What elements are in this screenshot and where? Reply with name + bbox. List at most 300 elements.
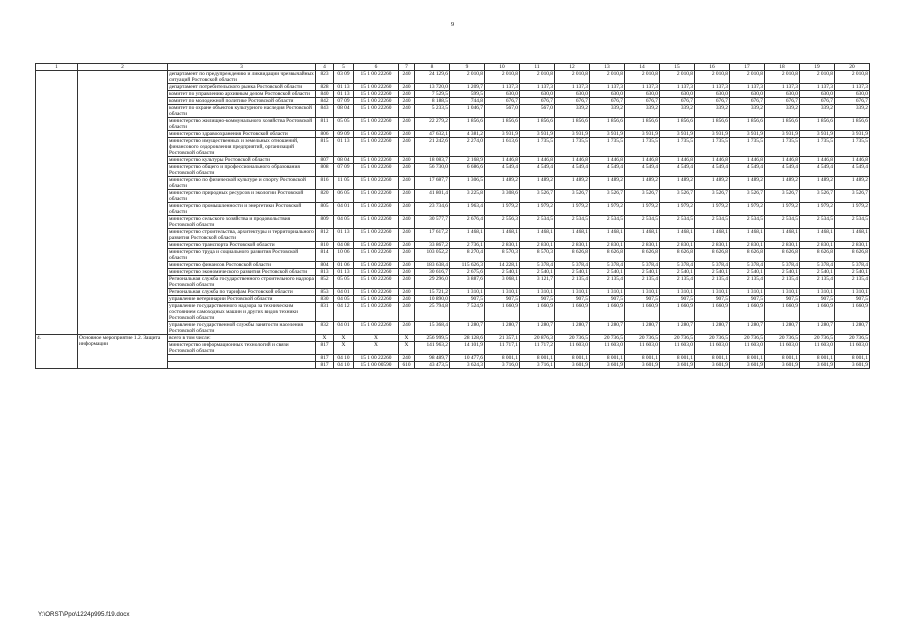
year-value: 1 446,8 xyxy=(695,157,730,164)
year-value: 5 378,4 xyxy=(835,262,870,269)
expense-type: 240 xyxy=(399,322,415,335)
year-value: 2 135,4 xyxy=(765,276,800,289)
year-value: 2 534,5 xyxy=(765,216,800,229)
section-code: 01 06 xyxy=(334,262,354,269)
year-value: 3 526,7 xyxy=(590,190,625,203)
year-value: 2 830,1 xyxy=(800,242,835,249)
year-value: 3 931,9 xyxy=(800,131,835,138)
year-value: 1 735,5 xyxy=(625,138,660,157)
gov-code: 810 xyxy=(316,242,334,249)
section-code: 04 10 xyxy=(334,362,354,369)
year-value: 2 534,5 xyxy=(520,216,555,229)
year-value: 1 280,7 xyxy=(485,322,520,335)
year-value: 1 468,1 xyxy=(800,229,835,242)
executor-name: управление государственного надзора за техническим состоянием самоходных машин и других видов техники Ростовской области xyxy=(168,303,316,322)
year-value: 2 010,8 xyxy=(625,71,660,84)
year-value: 11 603,0 xyxy=(765,342,800,355)
year-value: 3 716,1 xyxy=(520,362,555,369)
target-article: 15 1 00 22260 xyxy=(354,355,399,362)
year-value: 1 660,9 xyxy=(590,303,625,322)
executor-name: министерство труда и социального развития Ростовской области xyxy=(168,249,316,262)
year-value: 11 603,0 xyxy=(800,342,835,355)
year-value: 1 489,2 xyxy=(730,177,765,190)
executor-name: комитет по молодежной политике Ростовской области xyxy=(168,98,316,105)
year-value: 2 534,5 xyxy=(835,216,870,229)
gov-code: 828 xyxy=(316,84,334,91)
year-value: 1 489,2 xyxy=(625,177,660,190)
year-value: 20 736,5 xyxy=(730,335,765,342)
year-value: 1 137,3 xyxy=(555,84,590,91)
year-value: 630,0 xyxy=(555,91,590,98)
expense-type: 240 xyxy=(399,105,415,118)
year-value: 1 310,1 xyxy=(555,289,590,296)
year-value: 1 979,2 xyxy=(485,203,520,216)
measure-name: Основное мероприятие 1.2. Защита информации xyxy=(78,335,168,369)
year-value: 3 526,7 xyxy=(730,190,765,203)
year-value: 5 378,4 xyxy=(695,262,730,269)
executor-name: министерство сельского хозяйства и продовольствия Ростовской области xyxy=(168,216,316,229)
executor-name: министерство имущественных и земельных отношений, финансового оздоровления предприятий, организаций Ростовской области xyxy=(168,138,316,157)
year-value: 3 526,7 xyxy=(555,190,590,203)
executor-name: министерство экономического развития Ростовской области xyxy=(168,269,316,276)
year-value: 5 378,4 xyxy=(765,262,800,269)
column-number: 12 xyxy=(555,64,590,71)
gov-code: 814 xyxy=(316,249,334,262)
year-value: 2 010,8 xyxy=(800,71,835,84)
gov-code: 852 xyxy=(316,276,334,289)
section-code: 07 09 xyxy=(334,164,354,177)
year-value: 8 001,1 xyxy=(590,355,625,362)
year-value: 1 310,1 xyxy=(520,289,555,296)
section-code: 04 05 xyxy=(334,216,354,229)
year-value: 1 280,7 xyxy=(555,322,590,335)
year-value: 1 735,5 xyxy=(835,138,870,157)
gov-code: 815 xyxy=(316,138,334,157)
section-code: 05 05 xyxy=(334,276,354,289)
year-value: 1 856,6 xyxy=(520,118,555,131)
expense-type: 240 xyxy=(399,269,415,276)
year-value: 1 979,2 xyxy=(730,203,765,216)
year-value: 21 357,1 xyxy=(485,335,520,342)
year-value: 1 856,6 xyxy=(625,118,660,131)
year-value: 1 446,8 xyxy=(800,157,835,164)
year-value: 1 489,2 xyxy=(660,177,695,190)
executor-name xyxy=(168,355,316,362)
year-value: 339,2 xyxy=(695,105,730,118)
target-article: 15 1 00 22260 xyxy=(354,164,399,177)
year-value: 1 310,1 xyxy=(835,289,870,296)
total-value: 33 867,2 xyxy=(415,242,450,249)
target-article: X xyxy=(354,335,399,342)
year-value: 1 310,1 xyxy=(695,289,730,296)
section-code: 08 04 xyxy=(334,105,354,118)
year-value: 8 001,1 xyxy=(765,355,800,362)
column-number: 3 xyxy=(168,64,316,71)
gov-code: 817 xyxy=(316,355,334,362)
executor-name xyxy=(168,362,316,369)
year-value: 1 209,7 xyxy=(450,84,485,91)
expense-type: 240 xyxy=(399,98,415,105)
section-code: 01 13 xyxy=(334,269,354,276)
year-value: 2 676,4 xyxy=(450,216,485,229)
year-value: 6 686,6 xyxy=(450,164,485,177)
executor-name: Региональная служба по тарифам Ростовской области xyxy=(168,289,316,296)
expense-type: 240 xyxy=(399,216,415,229)
year-value: 1 137,3 xyxy=(625,84,660,91)
expense-type: 240 xyxy=(399,71,415,84)
target-article: 15 1 00 22260 xyxy=(354,262,399,269)
year-value: 4 549,4 xyxy=(660,164,695,177)
year-value: 1 310,1 xyxy=(765,289,800,296)
year-value: 1 468,1 xyxy=(730,229,765,242)
year-value: 907,5 xyxy=(765,296,800,303)
year-value: 8 001,1 xyxy=(835,355,870,362)
expense-type: X xyxy=(399,335,415,342)
year-value: 4 549,4 xyxy=(695,164,730,177)
year-value: 4 549,4 xyxy=(835,164,870,177)
year-value: 3 601,9 xyxy=(730,362,765,369)
year-value: 1 489,2 xyxy=(800,177,835,190)
target-article: 15 1 00 22260 xyxy=(354,91,399,98)
year-value: 2 830,1 xyxy=(555,242,590,249)
year-value: 3 931,9 xyxy=(625,131,660,138)
year-value: 1 137,3 xyxy=(695,84,730,91)
gov-code: 843 xyxy=(316,105,334,118)
column-number: 20 xyxy=(835,64,870,71)
year-value: 20 736,5 xyxy=(660,335,695,342)
year-value: 1 468,1 xyxy=(625,229,660,242)
expense-type: 240 xyxy=(399,303,415,322)
year-value: 630,0 xyxy=(695,91,730,98)
year-value: 1 137,3 xyxy=(660,84,695,91)
year-value: 1 137,3 xyxy=(485,84,520,91)
year-value: 8 626,8 xyxy=(555,249,590,262)
year-value: 1 446,8 xyxy=(555,157,590,164)
year-value: 676,7 xyxy=(695,98,730,105)
total-value: 25 794,8 xyxy=(415,303,450,322)
year-value: 1 489,2 xyxy=(590,177,625,190)
year-value: 907,5 xyxy=(555,296,590,303)
year-value: 8 001,1 xyxy=(800,355,835,362)
year-value: 907,5 xyxy=(625,296,660,303)
year-value: 2 135,4 xyxy=(835,276,870,289)
column-number: 8 xyxy=(415,64,450,71)
total-value: 256 999,5 xyxy=(415,335,450,342)
year-value: 1 979,2 xyxy=(555,203,590,216)
year-value: 1 979,2 xyxy=(695,203,730,216)
section-code: 06 05 xyxy=(334,190,354,203)
item-number: 4. xyxy=(36,335,78,369)
column-number: 19 xyxy=(800,64,835,71)
executor-name: министерство общего и профессионального образования Ростовской области xyxy=(168,164,316,177)
year-value: 1 306,5 xyxy=(450,177,485,190)
section-code: 04 10 xyxy=(334,355,354,362)
year-value: 5 378,4 xyxy=(800,262,835,269)
year-value: 630,0 xyxy=(730,91,765,98)
column-number: 10 xyxy=(485,64,520,71)
column-number: 15 xyxy=(660,64,695,71)
target-article: 15 1 00 22260 xyxy=(354,190,399,203)
year-value: 1 310,1 xyxy=(450,289,485,296)
year-value: 3 601,9 xyxy=(695,362,730,369)
executor-name: министерство здравоохранения Ростовской области xyxy=(168,131,316,138)
year-value: 115 626,3 xyxy=(450,262,485,269)
total-value: 10 890,0 xyxy=(415,296,450,303)
year-value: 3 931,9 xyxy=(730,131,765,138)
target-article: 15 1 00 22260 xyxy=(354,71,399,84)
total-value: 56 730,0 xyxy=(415,164,450,177)
section-code: 10 06 xyxy=(334,249,354,262)
year-value: 2 540,1 xyxy=(660,269,695,276)
year-value: 339,2 xyxy=(590,105,625,118)
target-article: 15 1 00 22260 xyxy=(354,242,399,249)
year-value: 1 137,3 xyxy=(800,84,835,91)
year-value: 2 830,1 xyxy=(625,242,660,249)
page-number: 9 xyxy=(450,21,455,28)
year-value: 1 660,9 xyxy=(765,303,800,322)
column-number: 1 xyxy=(36,64,78,71)
column-number: 9 xyxy=(450,64,485,71)
year-value: 8 570,3 xyxy=(520,249,555,262)
year-value: 3 931,9 xyxy=(765,131,800,138)
section-code: 11 05 xyxy=(334,177,354,190)
year-value: 1 735,5 xyxy=(555,138,590,157)
expense-type: 240 xyxy=(399,289,415,296)
year-value: 3 308,6 xyxy=(485,190,520,203)
year-value: 8 001,1 xyxy=(625,355,660,362)
year-value: 3 526,7 xyxy=(835,190,870,203)
year-value: 4 381,2 xyxy=(450,131,485,138)
year-value: 5 378,4 xyxy=(555,262,590,269)
total-value: 15 368,4 xyxy=(415,322,450,335)
year-value: 1 489,2 xyxy=(485,177,520,190)
year-value: 2 830,1 xyxy=(765,242,800,249)
executor-name: управление ветеринарии Ростовской области xyxy=(168,296,316,303)
year-value: 1 660,9 xyxy=(730,303,765,322)
year-value: 5 378,4 xyxy=(625,262,660,269)
year-value: 2 135,4 xyxy=(625,276,660,289)
total-value: 17 617,2 xyxy=(415,229,450,242)
year-value: 20 876,3 xyxy=(520,335,555,342)
year-value: 3 526,7 xyxy=(660,190,695,203)
executor-name: министерство промышленности и энергетики Ростовской области xyxy=(168,203,316,216)
year-value: 676,7 xyxy=(730,98,765,105)
section-code: 05 05 xyxy=(334,118,354,131)
year-value: 339,2 xyxy=(800,105,835,118)
year-value: 3 601,9 xyxy=(625,362,660,369)
year-value: 2 540,1 xyxy=(800,269,835,276)
year-value: 1 446,8 xyxy=(765,157,800,164)
year-value: 3 526,7 xyxy=(695,190,730,203)
executor-name: министерство финансов Ростовской области xyxy=(168,262,316,269)
year-value: 2 736,1 xyxy=(450,242,485,249)
year-value: 2 830,1 xyxy=(695,242,730,249)
expense-type: X xyxy=(399,342,415,355)
year-value: 676,7 xyxy=(800,98,835,105)
year-value: 8 001,1 xyxy=(730,355,765,362)
target-article: X xyxy=(354,342,399,355)
year-value: 1 446,8 xyxy=(520,157,555,164)
year-value: 1 660,9 xyxy=(835,303,870,322)
section-code: 01 13 xyxy=(334,229,354,242)
year-value: 1 468,1 xyxy=(450,229,485,242)
year-value: 2 135,4 xyxy=(555,276,590,289)
expense-type: 240 xyxy=(399,138,415,157)
year-value: 1 856,6 xyxy=(450,118,485,131)
year-value: 11 603,0 xyxy=(590,342,625,355)
year-value: 20 736,5 xyxy=(625,335,660,342)
year-value: 630,0 xyxy=(520,91,555,98)
section-code: 07 09 xyxy=(334,98,354,105)
expense-type: 240 xyxy=(399,262,415,269)
expense-type: 240 xyxy=(399,203,415,216)
year-value: 1 310,1 xyxy=(590,289,625,296)
year-value: 1 660,9 xyxy=(520,303,555,322)
year-value: 1 280,7 xyxy=(625,322,660,335)
expense-type: 240 xyxy=(399,229,415,242)
section-code: 04 01 xyxy=(334,289,354,296)
year-value: 2 010,8 xyxy=(660,71,695,84)
year-value: 2 556,3 xyxy=(485,216,520,229)
year-value: 8 626,8 xyxy=(800,249,835,262)
year-value: 8 270,4 xyxy=(450,249,485,262)
year-value: 1 280,7 xyxy=(660,322,695,335)
expense-type: 240 xyxy=(399,84,415,91)
column-number: 2 xyxy=(78,64,168,71)
year-value: 1 856,6 xyxy=(765,118,800,131)
expense-type: 240 xyxy=(399,190,415,203)
year-value: 1 137,3 xyxy=(730,84,765,91)
year-value: 2 135,4 xyxy=(730,276,765,289)
year-value: 5 378,4 xyxy=(730,262,765,269)
year-value: 1 137,3 xyxy=(520,84,555,91)
executor-name: департамент по предупреждению и ликвидации чрезвычайных ситуаций Ростовской области xyxy=(169,71,314,83)
year-value: 3 931,9 xyxy=(835,131,870,138)
year-value: 1 280,7 xyxy=(695,322,730,335)
year-value: 2 010,8 xyxy=(730,71,765,84)
year-value: 11 603,0 xyxy=(625,342,660,355)
year-value: 567,0 xyxy=(485,105,520,118)
year-value: 2 534,5 xyxy=(660,216,695,229)
year-value: 4 549,4 xyxy=(485,164,520,177)
year-value: 2 135,4 xyxy=(695,276,730,289)
year-value: 20 736,5 xyxy=(835,335,870,342)
year-value: 907,5 xyxy=(835,296,870,303)
year-value: 1 310,1 xyxy=(660,289,695,296)
section-code: 09 09 xyxy=(334,131,354,138)
year-value: 1 660,9 xyxy=(800,303,835,322)
year-value: 3 624,3 xyxy=(450,362,485,369)
year-value: 3 601,9 xyxy=(800,362,835,369)
year-value: 5 378,4 xyxy=(520,262,555,269)
total-value: 23 734,6 xyxy=(415,203,450,216)
year-value: 1 979,2 xyxy=(765,203,800,216)
total-value: 29 296,0 xyxy=(415,276,450,289)
year-value: 11 717,2 xyxy=(520,342,555,355)
year-value: 1 137,3 xyxy=(765,84,800,91)
executor-name: министерство строительства, архитектуры и территориального развития Ростовской области xyxy=(169,229,314,241)
section-code: X xyxy=(334,335,354,342)
year-value: 4 549,4 xyxy=(625,164,660,177)
year-value: 339,2 xyxy=(730,105,765,118)
gov-code: 832 xyxy=(316,322,334,335)
year-value: 8 626,8 xyxy=(695,249,730,262)
year-value: 1 280,7 xyxy=(730,322,765,335)
year-value: 1 489,2 xyxy=(765,177,800,190)
year-value: 567,0 xyxy=(520,105,555,118)
expense-type: 240 xyxy=(399,131,415,138)
year-value: 1 280,7 xyxy=(765,322,800,335)
year-value: 630,0 xyxy=(800,91,835,98)
year-value: 339,2 xyxy=(660,105,695,118)
expense-type: 240 xyxy=(399,276,415,289)
year-value: 3 931,9 xyxy=(660,131,695,138)
year-value: 1 660,9 xyxy=(695,303,730,322)
year-value: 3 526,7 xyxy=(625,190,660,203)
year-value: 2 010,8 xyxy=(520,71,555,84)
executor-name: всего в том числе: xyxy=(168,335,316,342)
year-value: 3 526,7 xyxy=(765,190,800,203)
year-value: 1 468,1 xyxy=(695,229,730,242)
year-value: 2 830,1 xyxy=(660,242,695,249)
year-value: 3 931,9 xyxy=(695,131,730,138)
year-value: 676,7 xyxy=(835,98,870,105)
year-value: 8 626,8 xyxy=(590,249,625,262)
executor-name: комитет по управлению архивным делом Ростовской области xyxy=(168,91,316,98)
year-value: 339,2 xyxy=(625,105,660,118)
total-value: 7 529,5 xyxy=(415,91,450,98)
year-value: 1 735,5 xyxy=(800,138,835,157)
year-value: 1 446,8 xyxy=(835,157,870,164)
year-value: 1 489,2 xyxy=(835,177,870,190)
year-value: 1 979,2 xyxy=(625,203,660,216)
year-value: 1 489,2 xyxy=(695,177,730,190)
gov-code: 813 xyxy=(316,269,334,276)
total-value: 98 489,7 xyxy=(415,355,450,362)
year-value: 1 856,6 xyxy=(590,118,625,131)
year-value: 907,5 xyxy=(450,296,485,303)
executor-name: министерство транспорта Ростовской области xyxy=(168,242,316,249)
column-number: 11 xyxy=(520,64,555,71)
year-value: 1 489,2 xyxy=(520,177,555,190)
year-value: 8 001,1 xyxy=(520,355,555,362)
year-value: 1 735,5 xyxy=(660,138,695,157)
year-value: 8 001,1 xyxy=(555,355,590,362)
gov-code: 804 xyxy=(316,262,334,269)
year-value: 8 570,3 xyxy=(485,249,520,262)
year-value: 1 856,6 xyxy=(730,118,765,131)
year-value: 676,7 xyxy=(485,98,520,105)
year-value: 676,7 xyxy=(625,98,660,105)
year-value: 10 477,6 xyxy=(450,355,485,362)
year-value: 2 135,4 xyxy=(660,276,695,289)
year-value: 3 887,6 xyxy=(450,276,485,289)
target-article: 15 1 00 22260 xyxy=(354,289,399,296)
section-code: 03 09 xyxy=(334,71,354,84)
year-value: 11 603,0 xyxy=(835,342,870,355)
column-number: 6 xyxy=(354,64,399,71)
year-value: 1 660,9 xyxy=(660,303,695,322)
year-value: 3 931,9 xyxy=(555,131,590,138)
gov-code: 805 xyxy=(316,203,334,216)
total-value: 47 632,1 xyxy=(415,131,450,138)
year-value: 907,5 xyxy=(695,296,730,303)
column-number: 18 xyxy=(765,64,800,71)
column-number: 17 xyxy=(730,64,765,71)
year-value: 1 856,6 xyxy=(485,118,520,131)
gov-code: 811 xyxy=(316,118,334,131)
executor-name: департамент потребительского рынка Ростовской области xyxy=(168,84,316,91)
